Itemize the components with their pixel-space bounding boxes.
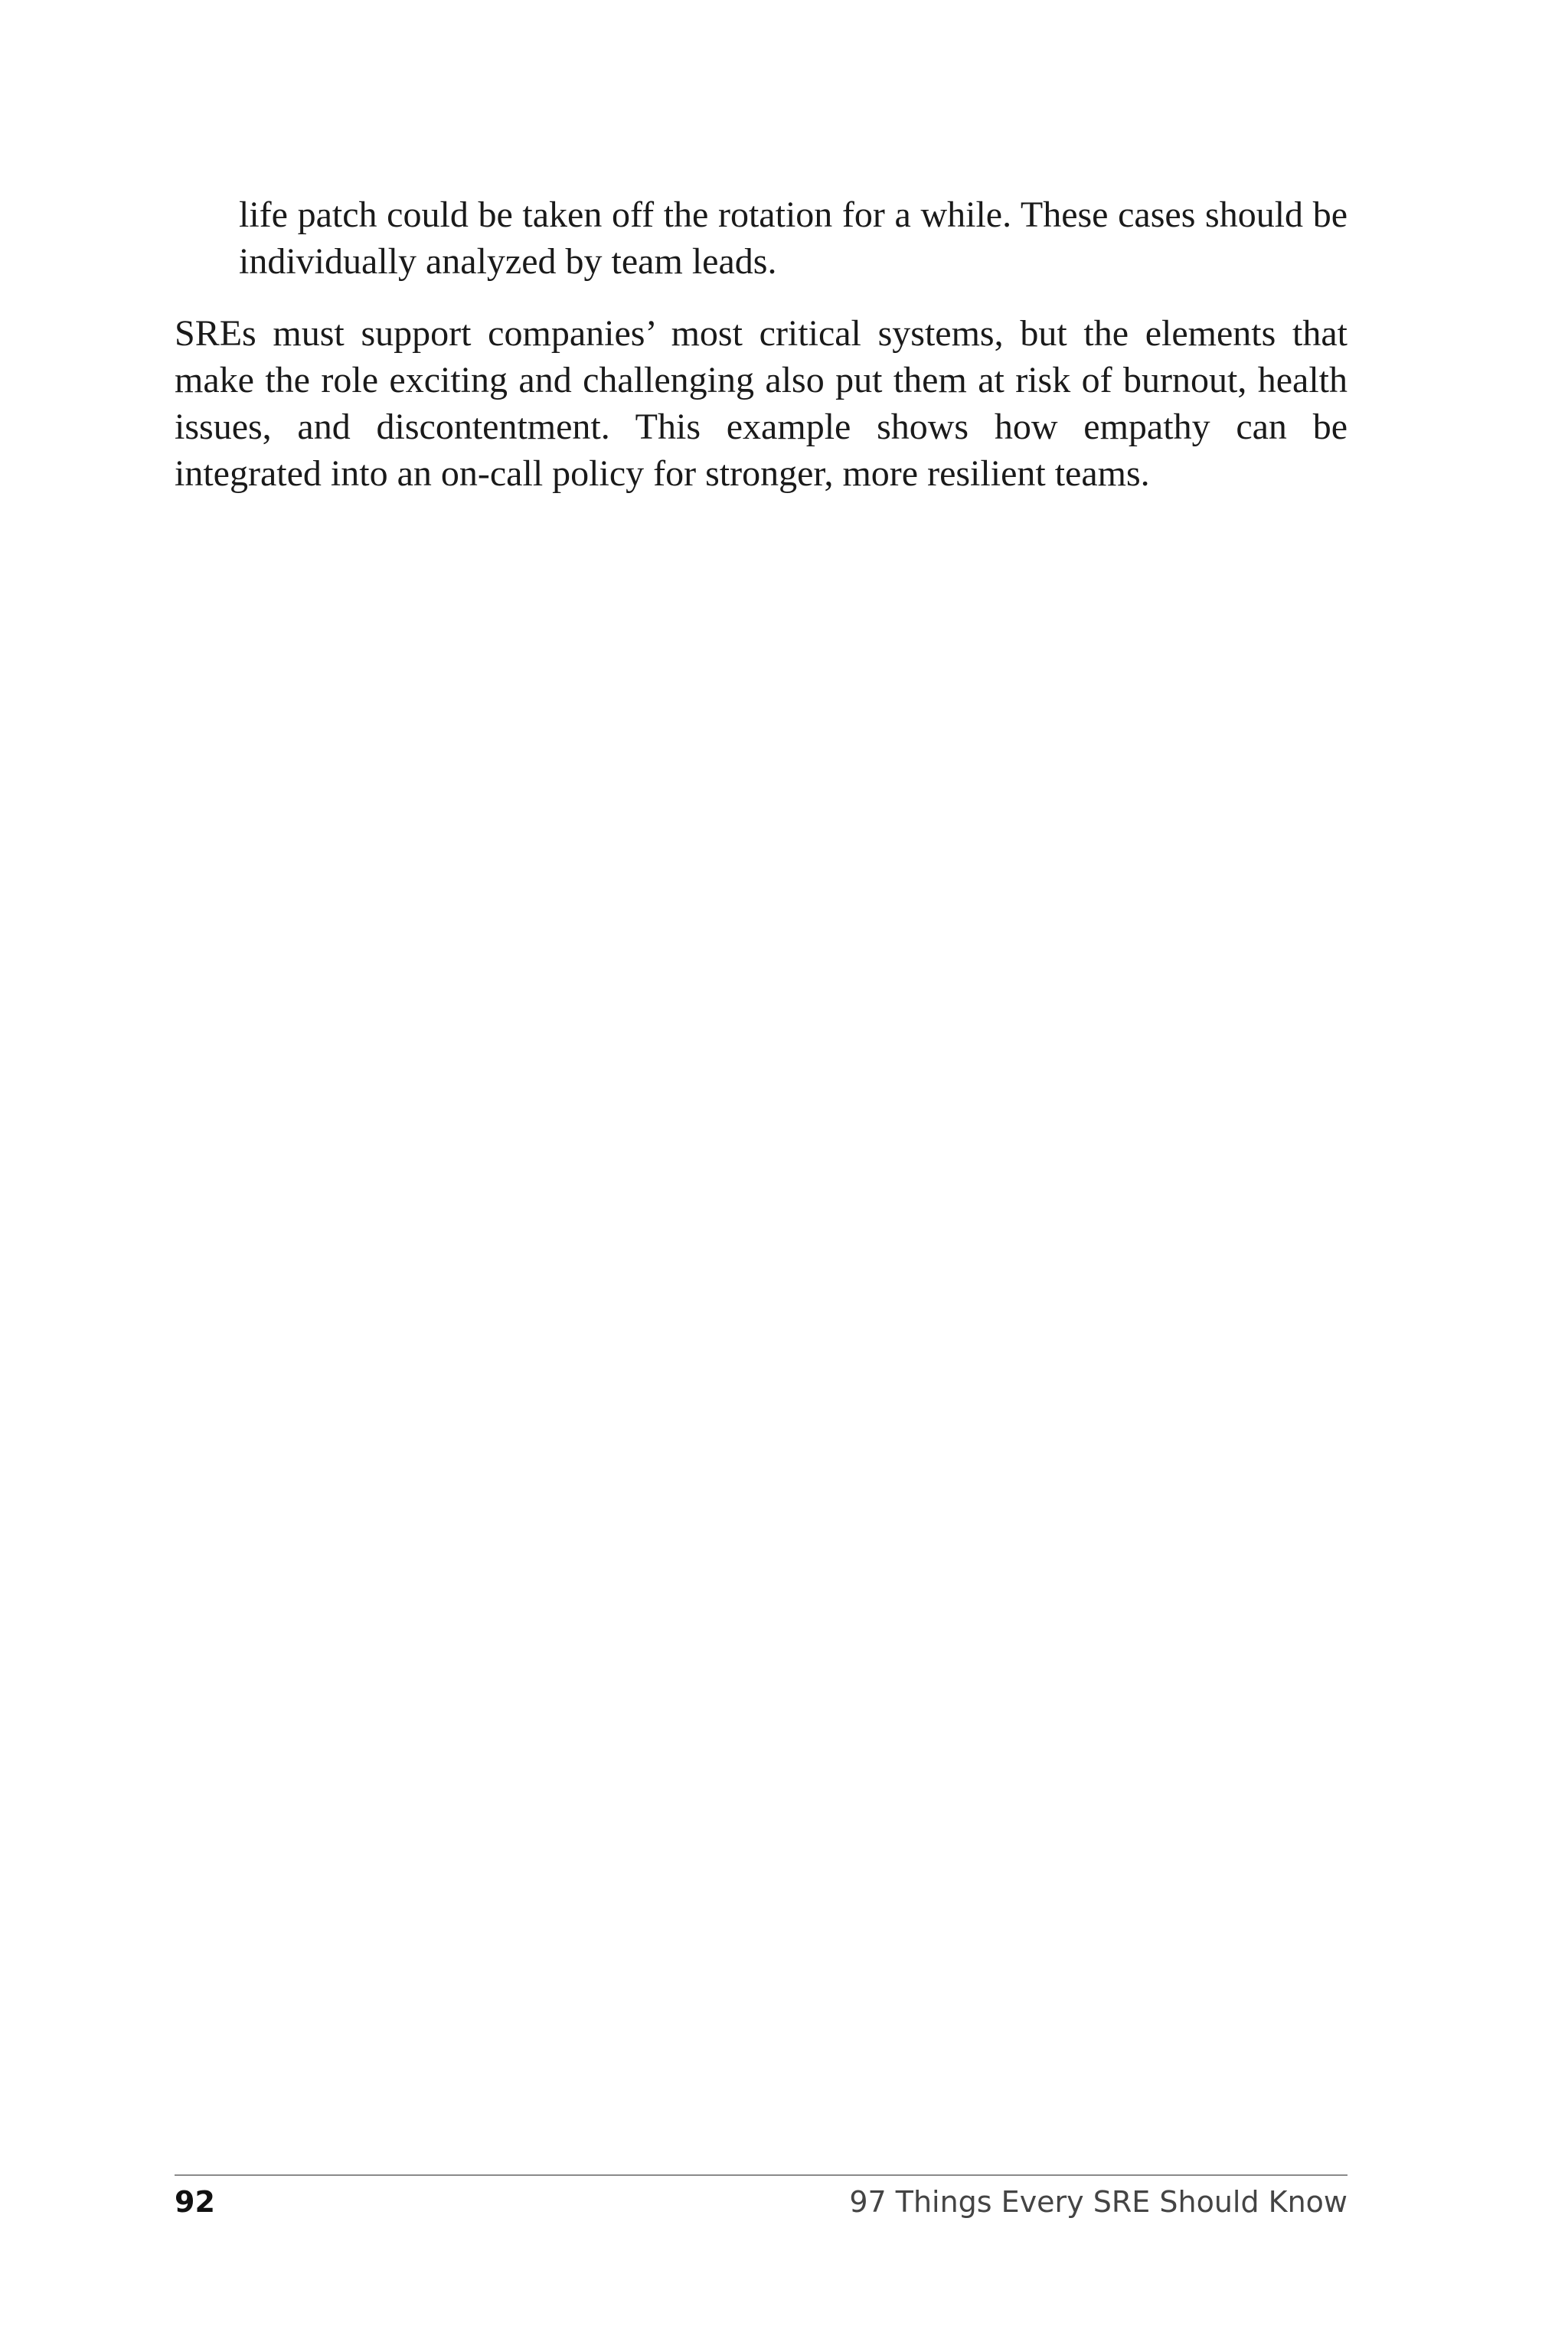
page-footer [175, 2180, 1348, 2223]
closing-paragraph: SREs must support companies’ most critical systems, but the elements that make the role exciting and challenging also put them at risk of burnout, health issues, and discontentment. This example shows how empathy can be integrated into an on-call policy for stronger, more resilient teams. [175, 313, 1348, 494]
list-item-continuation: life patch could be taken off the rotation for a while. These cases should be individually analyzed by team leads. [239, 194, 1348, 282]
running-title: 97 Things Every SRE Should Know [849, 2185, 1348, 2219]
footer-divider [175, 2174, 1348, 2176]
page-number: 92 [175, 2185, 215, 2219]
